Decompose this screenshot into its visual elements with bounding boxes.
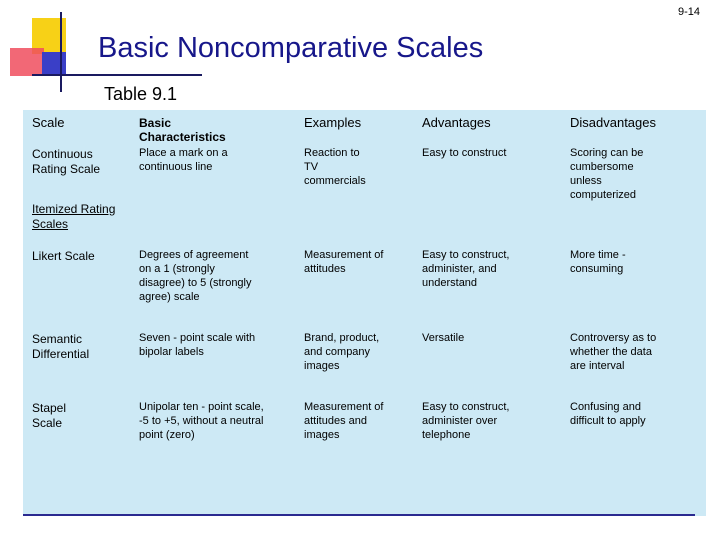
cell-scale: Semantic Differential — [32, 332, 90, 361]
header-characteristics: Basic Characteristics — [139, 116, 226, 144]
logo-vertical-line — [60, 12, 62, 92]
scales-table — [23, 110, 706, 516]
logo-blue-square — [42, 52, 66, 74]
header-scale: Scale — [32, 115, 65, 130]
cell-examples: Measurement of attitudes and images — [304, 401, 384, 441]
cell-examples: Reaction to TV commercials — [304, 147, 366, 187]
cell-characteristics: Degrees of agreement on a 1 (strongly disagree) to 5 (strongly agree) scale — [139, 249, 252, 303]
cell-scale: Stapel Scale — [32, 401, 67, 430]
header-disadvantages: Disadvantages — [570, 115, 656, 130]
cell-advantages: Versatile — [422, 332, 465, 344]
cell-characteristics: Place a mark on a continuous line — [139, 147, 228, 173]
logo-red-square — [10, 48, 44, 76]
cell-examples: Measurement of attitudes — [304, 249, 384, 275]
cell-advantages: Easy to construct, administer over telephone — [422, 401, 510, 441]
cell-characteristics: Unipolar ten - point scale, -5 to +5, without a neutral point (zero) — [139, 401, 264, 441]
logo-graphic — [0, 0, 100, 100]
header-examples: Examples — [304, 115, 362, 130]
header-advantages: Advantages — [422, 115, 491, 130]
cell-scale: Continuous Rating Scale — [32, 147, 101, 176]
bottom-rule — [23, 514, 695, 516]
cell-disadvantages: Controversy as to whether the data are interval — [570, 332, 657, 372]
title-underline — [32, 74, 202, 76]
cell-examples: Brand, product, and company images — [304, 332, 380, 372]
cell-advantages: Easy to construct — [422, 147, 507, 159]
cell-advantages: Easy to construct, administer, and understand — [422, 249, 510, 289]
group-label-itemized: Itemized Rating Scales — [32, 202, 116, 231]
cell-scale: Likert Scale — [32, 249, 95, 263]
cell-disadvantages: Confusing and difficult to apply — [570, 401, 646, 427]
table-caption: Table 9.1 — [104, 84, 178, 104]
cell-disadvantages: Scoring can be cumbersome unless computerized — [570, 147, 644, 201]
page-title: Basic Noncomparative Scales — [98, 32, 484, 64]
cell-disadvantages: More time - consuming — [570, 249, 626, 275]
cell-characteristics: Seven - point scale with bipolar labels — [139, 332, 256, 358]
slide-number: 9-14 — [677, 6, 700, 18]
